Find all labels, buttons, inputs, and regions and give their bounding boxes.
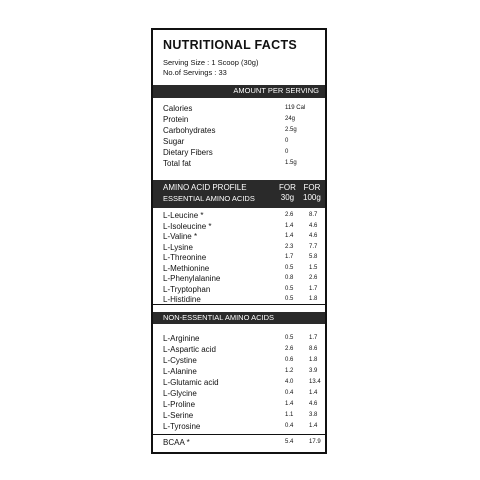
macro-row	[153, 126, 325, 137]
row-label: L-Cystine	[163, 356, 197, 365]
amino-row	[153, 211, 325, 222]
value-100g: 4.6	[309, 222, 318, 229]
row-label: L-Arginine	[163, 334, 200, 343]
value-30g: 0.4	[285, 390, 294, 396]
row-label: L-Tyrosine	[163, 422, 201, 431]
bcaa-label: BCAA *	[163, 438, 190, 447]
value-100g: 1.8	[309, 357, 318, 363]
value-100g: 4.6	[309, 401, 318, 407]
amino-acid-header	[153, 180, 325, 208]
nutrition-facts-panel	[151, 28, 327, 454]
row-label: Total fat	[163, 159, 192, 168]
essential-amino-subtitle: ESSENTIAL AMINO ACIDS	[163, 194, 255, 203]
non-essential-label: NON-ESSENTIAL AMINO ACIDS	[163, 313, 274, 322]
value-30g: 0.5	[285, 264, 294, 271]
value-30g: 0.8	[285, 275, 294, 281]
value-100g: 1.7	[309, 285, 318, 292]
value-30g: 2.6	[285, 346, 294, 352]
row-value: 0	[285, 149, 289, 155]
divider	[153, 434, 325, 435]
value-30g: 1.4	[285, 233, 294, 239]
amino-row	[153, 422, 325, 433]
row-value: 119 Cal	[285, 105, 306, 111]
row-label: L-Alanine	[163, 367, 197, 376]
macro-row	[153, 115, 325, 126]
row-label: L-Tryptophan	[163, 284, 211, 294]
row-label: Dietary Fibers	[163, 148, 213, 157]
amino-row	[153, 285, 325, 296]
row-label: Carbohydrates	[163, 126, 216, 135]
row-label: L-Glutamic acid	[163, 378, 219, 387]
value-100g: 8.7	[309, 212, 318, 218]
value-100g: 2.6	[309, 275, 318, 281]
value-100g: 4.6	[309, 233, 318, 239]
value-30g: 2.3	[285, 243, 294, 250]
value-100g: 3.8	[309, 412, 318, 418]
value-30g: 4.0	[285, 379, 294, 385]
value-100g: 1.4	[309, 390, 318, 396]
amount-per-serving-header	[153, 85, 325, 98]
value-30g: 1.1	[285, 412, 294, 418]
row-label: Sugar	[163, 137, 185, 146]
amino-row	[153, 367, 325, 378]
value-30g: 2.6	[285, 212, 294, 218]
bcaa-value-100g: 17.9	[309, 439, 321, 445]
amino-row	[153, 389, 325, 400]
amino-row	[153, 378, 325, 389]
amino-row	[153, 274, 325, 285]
bcaa-value-30g: 5.4	[285, 439, 294, 445]
col-100g-header: FOR 100g	[303, 183, 321, 202]
value-30g: 0.5	[285, 335, 294, 341]
row-label: L-Serine	[163, 411, 194, 420]
non-essential-header	[153, 312, 325, 324]
value-100g: 1.7	[309, 335, 318, 341]
value-100g: 1.4	[309, 423, 318, 429]
amino-row	[153, 253, 325, 264]
row-label: L-Glycine	[163, 389, 197, 398]
amino-row	[153, 334, 325, 345]
row-value: 24g	[285, 116, 296, 122]
row-label: Protein	[163, 115, 189, 124]
row-label: L-Isoleucine *	[163, 221, 212, 231]
row-label: Calories	[163, 104, 193, 113]
value-30g: 1.7	[285, 254, 294, 260]
value-30g: 0.5	[285, 296, 294, 302]
row-label: L-Methionine	[163, 263, 210, 273]
value-100g: 3.9	[309, 368, 318, 374]
amino-row	[153, 345, 325, 356]
macro-row	[153, 159, 325, 170]
macro-row	[153, 104, 325, 115]
value-100g: 1.5	[309, 264, 318, 271]
row-label: L-Valine *	[163, 232, 198, 241]
divider	[153, 304, 325, 305]
row-value: 2.5g	[285, 127, 297, 133]
value-100g: 13.4	[309, 379, 321, 385]
panel-title: NUTRITIONAL FACTS	[163, 38, 298, 52]
value-100g: 5.8	[309, 254, 318, 260]
value-30g: 0.6	[285, 357, 294, 363]
amino-row	[153, 356, 325, 367]
bcaa-row	[153, 438, 325, 449]
value-30g: 1.2	[285, 368, 294, 374]
amino-row	[153, 222, 325, 233]
row-label: L-Lysine	[163, 242, 193, 252]
amino-row	[153, 243, 325, 254]
amount-per-serving-label: AMOUNT PER SERVING	[233, 86, 319, 95]
value-30g: 0.5	[285, 285, 294, 292]
row-label: L-Phenylalanine	[163, 274, 221, 283]
amino-profile-title: AMINO ACID PROFILE	[163, 183, 247, 192]
macro-row	[153, 148, 325, 159]
macro-row	[153, 137, 325, 148]
row-label: L-Histidine	[163, 295, 201, 304]
row-label: L-Threonine	[163, 253, 207, 262]
value-30g: 1.4	[285, 401, 294, 407]
value-100g: 1.8	[309, 296, 318, 302]
col-30g-header: FOR 30g	[279, 183, 296, 202]
row-value: 0	[285, 138, 289, 144]
row-label: L-Proline	[163, 400, 196, 409]
value-100g: 8.6	[309, 346, 318, 352]
serving-size: Serving Size : 1 Scoop (30g)	[163, 58, 259, 67]
amino-row	[153, 411, 325, 422]
row-value: 1.5g	[285, 160, 297, 166]
amino-row	[153, 232, 325, 243]
row-label: L-Leucine *	[163, 211, 204, 220]
value-30g: 0.4	[285, 423, 294, 429]
value-30g: 1.4	[285, 222, 294, 229]
servings-count: No.of Servings : 33	[163, 68, 227, 77]
row-label: L-Aspartic acid	[163, 345, 216, 354]
amino-row	[153, 400, 325, 411]
amino-row	[153, 264, 325, 275]
value-100g: 7.7	[309, 243, 318, 250]
